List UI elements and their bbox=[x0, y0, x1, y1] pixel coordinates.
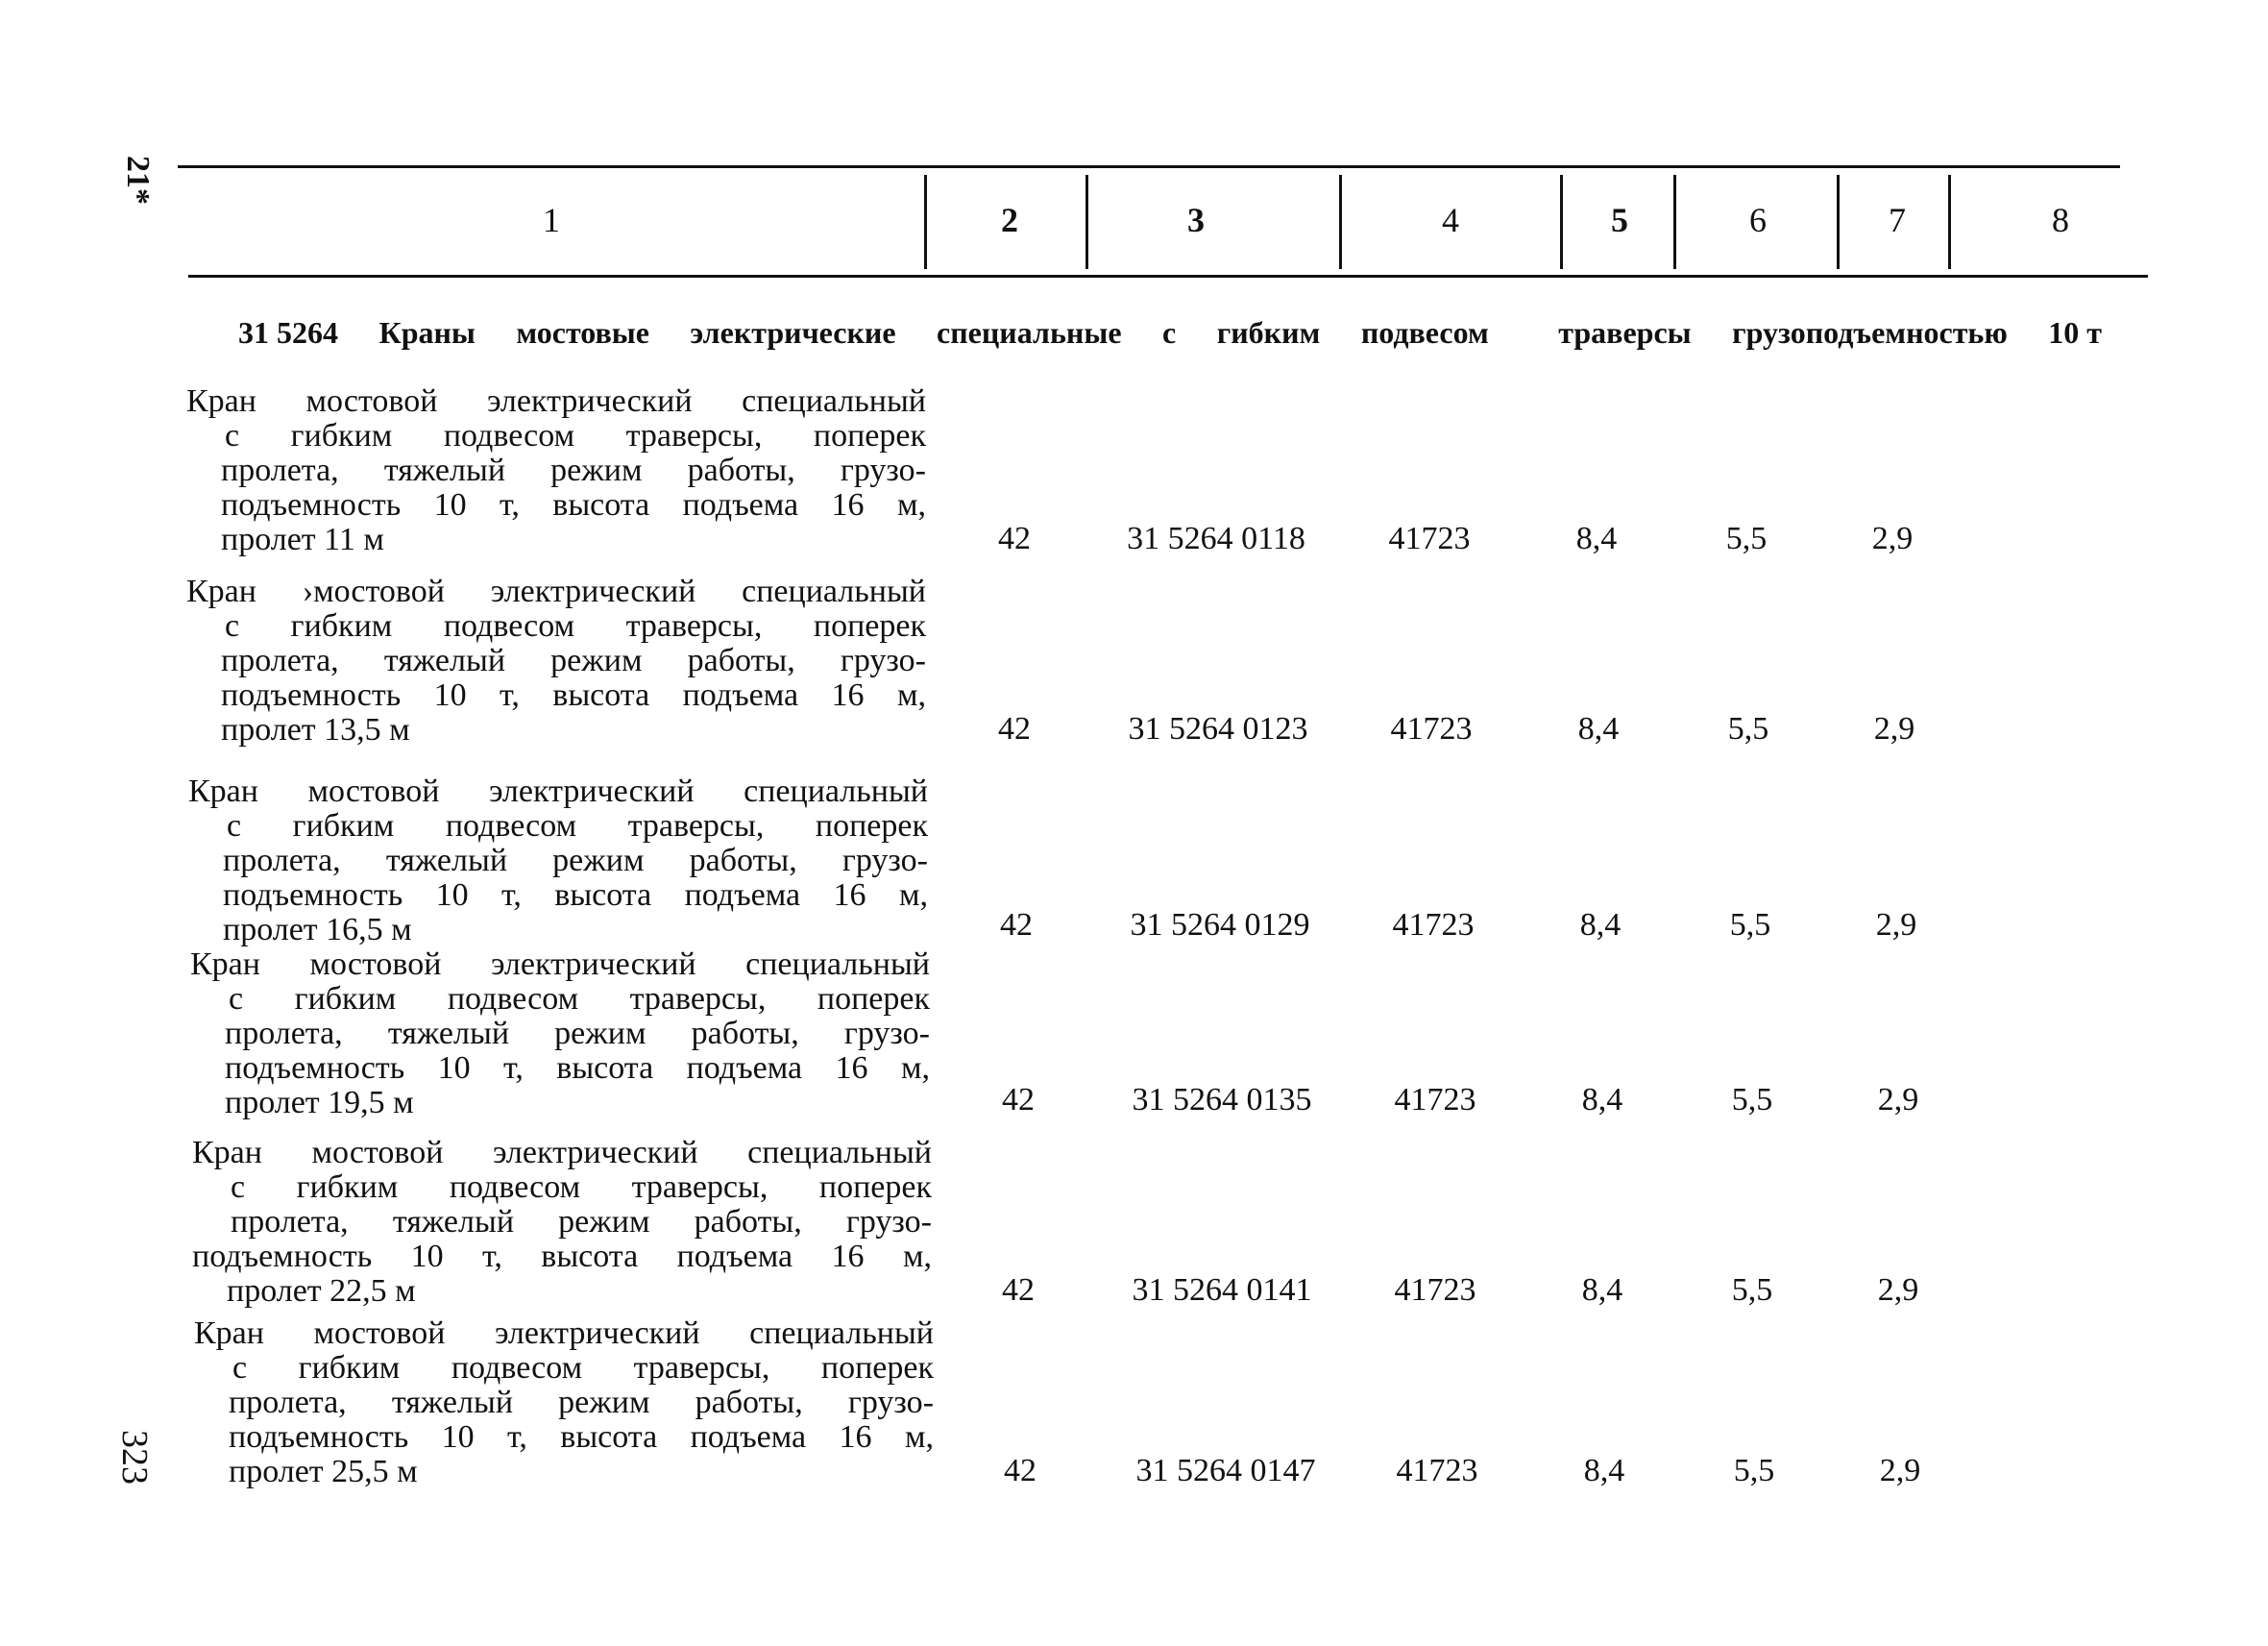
cell-col7: 2,9 bbox=[1871, 521, 1914, 556]
desc-line: пролета, тяжелый режим работы, грузо- bbox=[223, 843, 928, 878]
desc-line: пролет 25,5 м bbox=[229, 1454, 418, 1489]
column-header-3: 3 bbox=[1187, 201, 1205, 239]
cell-col5: 8,4 bbox=[1575, 521, 1618, 556]
table-header-rule bbox=[188, 275, 2148, 278]
cell-col4: 41723 bbox=[1394, 1272, 1476, 1308]
cell-col3: 31 5264 0135 bbox=[1132, 1082, 1312, 1118]
cell-col2: 42 bbox=[998, 521, 1031, 556]
column-divider bbox=[1085, 175, 1088, 269]
cell-col7: 2,9 bbox=[1873, 711, 1915, 747]
section-title-word: грузоподъемностью bbox=[1732, 315, 2008, 350]
cell-col5: 8,4 bbox=[1581, 1082, 1623, 1118]
cell-col7: 2,9 bbox=[1877, 1082, 1919, 1118]
desc-line: пролета, тяжелый режим работы, грузо- bbox=[225, 1016, 930, 1051]
cell-col6: 5,5 bbox=[1731, 1272, 1773, 1308]
desc-line: с гибким подвесом траверсы, поперек bbox=[225, 418, 926, 454]
column-header-2: 2 bbox=[1001, 201, 1018, 239]
row-description bbox=[190, 947, 930, 1120]
column-divider bbox=[1339, 175, 1342, 269]
column-header-7: 7 bbox=[1889, 201, 1906, 239]
cell-col3: 31 5264 0129 bbox=[1130, 907, 1310, 943]
cell-col6: 5,5 bbox=[1725, 521, 1768, 556]
desc-line: Кран мостовой электрический специальный bbox=[186, 383, 926, 419]
section-title-word: 10 т bbox=[2048, 315, 2102, 350]
section-title-word: мостовые bbox=[516, 315, 649, 350]
cell-col3: 31 5264 0123 bbox=[1128, 711, 1308, 747]
row-description bbox=[192, 1136, 932, 1309]
desc-line: пролет 19,5 м bbox=[225, 1085, 414, 1120]
section-title-word: электрические bbox=[690, 315, 896, 350]
cell-col5: 8,4 bbox=[1581, 1272, 1623, 1308]
cell-col2: 42 bbox=[1002, 1272, 1035, 1308]
desc-line: с гибким подвесом траверсы, поперек bbox=[225, 608, 926, 644]
desc-line: пролет 16,5 м bbox=[223, 912, 412, 947]
cell-col3: 31 5264 0118 bbox=[1127, 521, 1305, 556]
section-title-word: специальные bbox=[937, 315, 1122, 350]
section-title bbox=[238, 315, 2102, 351]
table-top-rule bbox=[178, 165, 2120, 168]
section-code: 31 5264 bbox=[238, 315, 338, 350]
desc-line: пролета, тяжелый режим работы, грузо- bbox=[221, 453, 926, 488]
cell-col2: 42 bbox=[1002, 1082, 1035, 1118]
cell-col5: 8,4 bbox=[1577, 711, 1620, 747]
desc-line: подъемность 10 т, высота подъема 16 м, bbox=[223, 877, 928, 913]
column-header-4: 4 bbox=[1442, 201, 1459, 239]
desc-line: с гибким подвесом траверсы, поперек bbox=[229, 981, 930, 1017]
cell-col5: 8,4 bbox=[1579, 907, 1622, 943]
column-header-1: 1 bbox=[543, 201, 560, 239]
desc-line: подъемность 10 т, высота подъема 16 м, bbox=[229, 1419, 934, 1455]
desc-line: подъемность 10 т, высота подъема 16 м, bbox=[225, 1050, 930, 1086]
desc-line: пролет 22,5 м bbox=[227, 1273, 416, 1309]
cell-col2: 42 bbox=[1004, 1453, 1036, 1488]
section-title-word: гибким bbox=[1216, 315, 1321, 350]
cell-col2: 42 bbox=[1000, 907, 1033, 943]
cell-col4: 41723 bbox=[1392, 907, 1475, 943]
column-header-5: 5 bbox=[1611, 201, 1628, 239]
cell-col3: 31 5264 0147 bbox=[1135, 1453, 1316, 1488]
desc-line: с гибким подвесом траверсы, поперек bbox=[227, 808, 928, 844]
cell-col7: 2,9 bbox=[1877, 1272, 1919, 1308]
page-number: 323 bbox=[114, 1430, 155, 1485]
desc-line: Кран мостовой электрический специальный bbox=[188, 774, 928, 809]
desc-line: с гибким подвесом траверсы, поперек bbox=[232, 1350, 934, 1386]
column-divider bbox=[924, 175, 927, 269]
cell-col6: 5,5 bbox=[1733, 1453, 1775, 1488]
column-header-6: 6 bbox=[1749, 201, 1767, 239]
cell-col4: 41723 bbox=[1396, 1453, 1478, 1488]
cell-col7: 2,9 bbox=[1875, 907, 1917, 943]
desc-line: Кран мостовой электрический специальный bbox=[192, 1135, 932, 1170]
row-description bbox=[188, 774, 928, 947]
column-header-8: 8 bbox=[2052, 201, 2069, 239]
desc-line: Кран мостовой электрический специальный bbox=[194, 1315, 934, 1351]
desc-line: подъемность 10 т, высота подъема 16 м, bbox=[221, 487, 926, 523]
desc-line: пролета, тяжелый режим работы, грузо- bbox=[231, 1204, 932, 1240]
desc-line: подъемность 10 т, высота подъема 16 м, bbox=[221, 677, 926, 713]
row-description bbox=[186, 384, 926, 557]
desc-line: пролет 11 м bbox=[221, 522, 384, 557]
desc-line: пролета, тяжелый режим работы, грузо- bbox=[229, 1385, 934, 1420]
cell-col4: 41723 bbox=[1388, 521, 1471, 556]
desc-line: пролет 13,5 м bbox=[221, 712, 410, 748]
cell-col3: 31 5264 0141 bbox=[1132, 1272, 1312, 1308]
section-title-word: траверсы bbox=[1558, 315, 1692, 350]
page-margin-mark: 21* bbox=[120, 156, 156, 205]
cell-col7: 2,9 bbox=[1879, 1453, 1921, 1488]
cell-col2: 42 bbox=[998, 711, 1031, 747]
desc-line: подъемность 10 т, высота подъема 16 м, bbox=[192, 1239, 932, 1274]
cell-col6: 5,5 bbox=[1731, 1082, 1773, 1118]
cell-col4: 41723 bbox=[1390, 711, 1473, 747]
desc-line: Кран ›мостовой электрический специальный bbox=[186, 574, 926, 609]
section-title-word: подвесом bbox=[1360, 315, 1489, 350]
row-description bbox=[186, 575, 926, 748]
desc-line: пролета, тяжелый режим работы, грузо- bbox=[221, 643, 926, 678]
row-description bbox=[194, 1316, 934, 1489]
cell-col6: 5,5 bbox=[1729, 907, 1771, 943]
desc-line: с гибким подвесом траверсы, поперек bbox=[231, 1169, 932, 1205]
cell-col6: 5,5 bbox=[1727, 711, 1769, 747]
section-title-word: с bbox=[1162, 315, 1177, 350]
section-title-word: Краны bbox=[378, 315, 476, 350]
cell-col5: 8,4 bbox=[1583, 1453, 1625, 1488]
desc-line: Кран мостовой электрический специальный bbox=[190, 946, 930, 982]
cell-col4: 41723 bbox=[1394, 1082, 1476, 1118]
